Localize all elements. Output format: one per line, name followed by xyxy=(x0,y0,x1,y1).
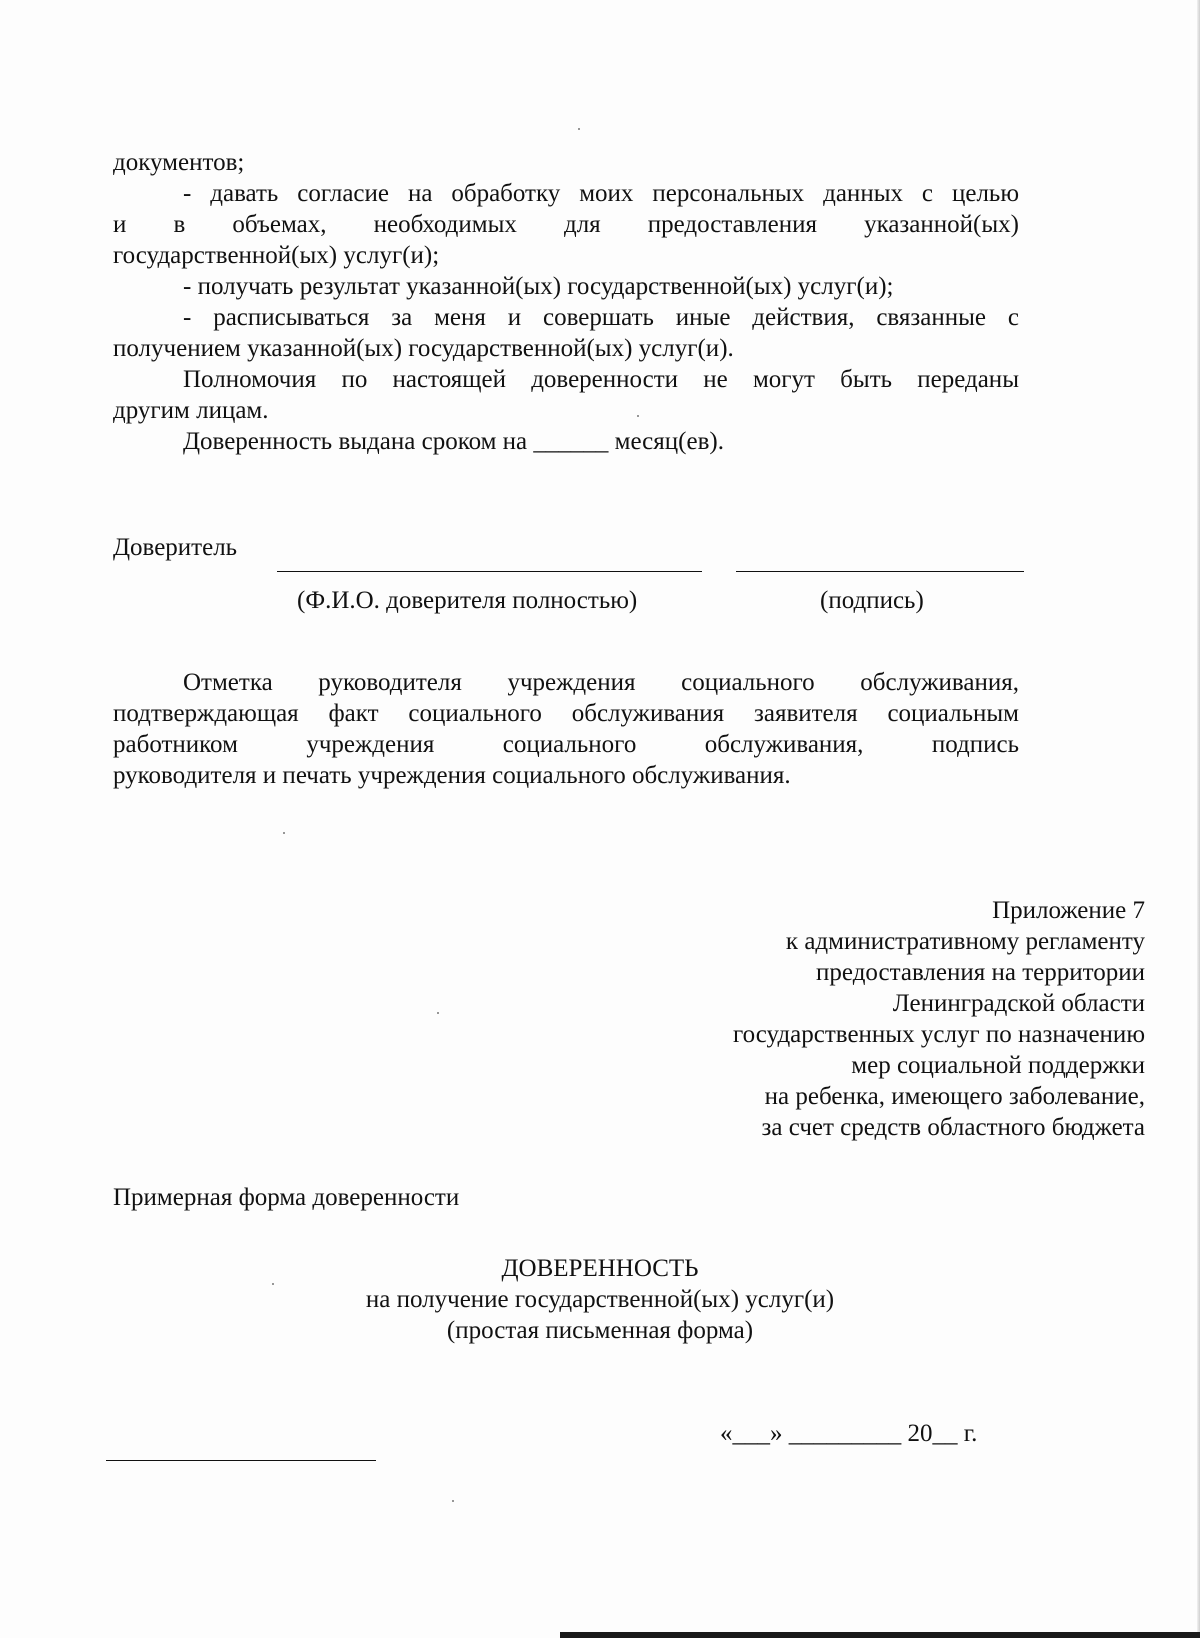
appendix-line: государственных услуг по назначению xyxy=(733,1021,1145,1048)
form-subtitle: на получение государственной(ых) услуг(и) xyxy=(365,1286,835,1313)
body-line: другим лицам. xyxy=(113,397,269,424)
signature-label: Доверитель xyxy=(113,534,238,561)
name-signature-rule xyxy=(277,571,702,572)
body-line: Доверенность выдана сроком на ______ месяц(ев). xyxy=(183,428,724,455)
form-title: ДОВЕРЕННОСТЬ xyxy=(501,1255,699,1282)
date-line: «___» _________ 20__ г. xyxy=(720,1420,978,1447)
signature-rule xyxy=(736,571,1024,572)
scan-speck xyxy=(452,1500,454,1502)
body-line: получением указанной(ых) государственной(ых) услуг(и). xyxy=(113,335,734,362)
appendix-line: к административному регламенту xyxy=(785,928,1145,955)
signature-caption: (подпись) xyxy=(820,587,924,614)
place-rule xyxy=(106,1460,376,1461)
scan-speck xyxy=(283,832,285,834)
scan-speck xyxy=(578,128,580,130)
scan-speck xyxy=(437,1012,439,1014)
scan-speck xyxy=(272,1283,274,1285)
appendix-line: мер социальной поддержки xyxy=(851,1052,1145,1079)
body-line: - расписываться за меня и совершать иные действия, связанные с xyxy=(183,304,1019,331)
name-caption: (Ф.И.О. доверителя полностью) xyxy=(297,587,638,614)
body-line: документов; xyxy=(113,149,245,176)
appendix-line: за счет средств областного бюджета xyxy=(761,1114,1145,1141)
note-line: Отметка руководителя учреждения социального обслуживания, xyxy=(183,669,1019,696)
scan-speck xyxy=(637,415,639,417)
body-line: - давать согласие на обработку моих персональных данных с целью xyxy=(183,180,1019,207)
body-line: государственной(ых) услуг(и); xyxy=(113,242,440,269)
appendix-line: на ребенка, имеющего заболевание, xyxy=(764,1083,1145,1110)
form-subtitle: (простая письменная форма) xyxy=(446,1317,754,1344)
appendix-line: предоставления на территории xyxy=(816,959,1145,986)
note-line: подтверждающая факт социального обслуживания заявителя социальным xyxy=(113,700,1019,727)
appendix-line: Приложение 7 xyxy=(992,897,1145,924)
scan-edge-bottom xyxy=(560,1632,1200,1638)
note-line: работником учреждения социального обслуживания, подпись xyxy=(113,731,1019,758)
body-line: и в объемах, необходимых для предоставления указанной(ых) xyxy=(113,211,1019,238)
form-caption: Примерная форма доверенности xyxy=(113,1184,460,1211)
body-line: Полномочия по настоящей доверенности не могут быть переданы xyxy=(183,366,1019,393)
body-line: - получать результат указанной(ых) государственной(ых) услуг(и); xyxy=(183,273,894,300)
appendix-line: Ленинградской области xyxy=(892,990,1145,1017)
note-line: руководителя и печать учреждения социального обслуживания. xyxy=(113,762,791,789)
